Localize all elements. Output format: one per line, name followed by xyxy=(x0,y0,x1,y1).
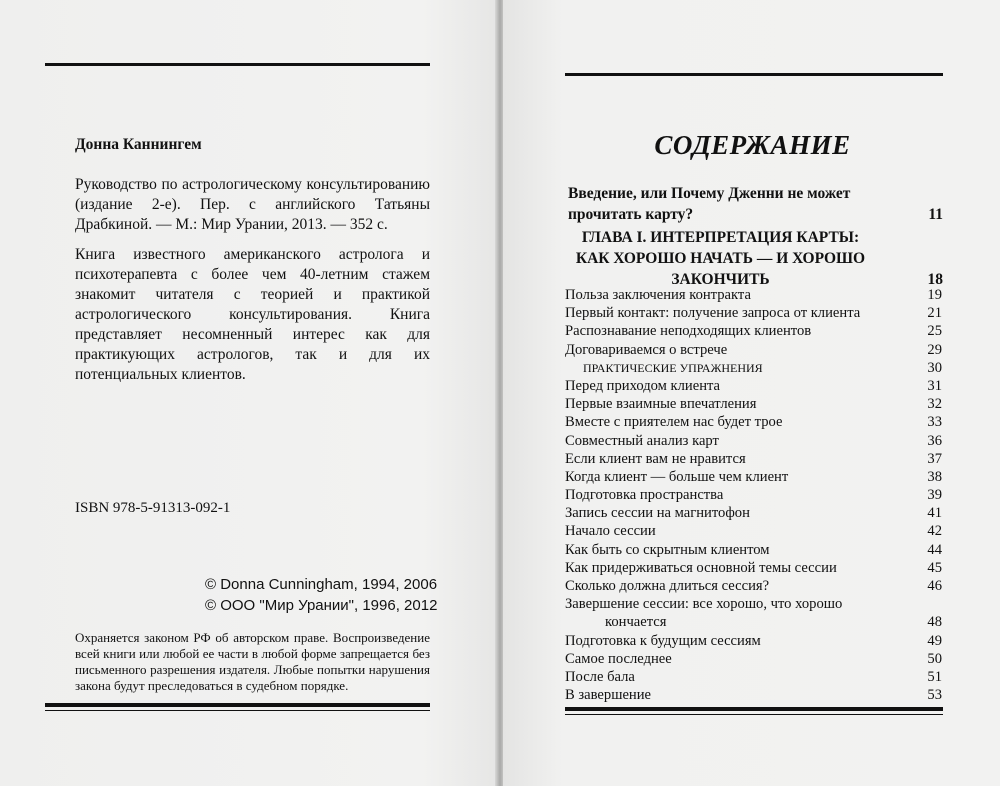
bibliographic-record: Руководство по астрологическому консультированию (издание 2-е). Пер. с английского Татьяны Драбкиной. — М.: Мир Урании, 2013. — 352 с. xyxy=(75,176,430,233)
left-top-rule xyxy=(45,63,430,66)
author-name: Донна Каннингем xyxy=(75,136,202,153)
toc-row-page: 50 xyxy=(927,650,942,667)
copyright-publisher: © ООО "Мир Урании", 1996, 2012 xyxy=(205,597,438,614)
toc-chapter-1-page: 18 xyxy=(927,271,943,288)
book-annotation: Книга известного американского астролога и психотерапевта с более чем 40-летним стажем знакомит читателя с теорией и практикой астрологического консультирования. Книга представляет несомненный интерес как для практикующих астрологов, так и для их потенциальных клиентов. xyxy=(75,246,430,383)
toc-row xyxy=(565,450,942,468)
toc-row-title: В завершение xyxy=(565,687,652,704)
toc-row xyxy=(565,359,942,377)
toc-row-title: Подготовка пространства xyxy=(565,487,724,504)
toc-row-title: Распознавание неподходящих клиентов xyxy=(565,323,812,340)
toc-row-page: 44 xyxy=(927,541,942,558)
toc-row xyxy=(565,668,942,686)
toc-list xyxy=(565,286,942,704)
toc-intro-page: 11 xyxy=(928,206,943,223)
toc-intro-title: Введение, или Почему Дженни не может прочитать карту? xyxy=(568,185,851,223)
toc-row xyxy=(565,632,942,650)
right-top-rule xyxy=(565,73,943,76)
toc-row-title: Когда клиент — больше чем клиент xyxy=(565,468,789,485)
toc-row-title: После бала xyxy=(565,668,635,685)
toc-row-page: 29 xyxy=(927,341,942,358)
copyright-author: © Donna Cunningham, 1994, 2006 xyxy=(205,576,438,593)
toc-row-title: кончается xyxy=(605,614,667,631)
toc-row xyxy=(565,468,942,486)
toc-row xyxy=(565,322,942,340)
toc-row-page: 46 xyxy=(927,578,942,594)
toc-row xyxy=(565,341,942,359)
toc-row-page: 53 xyxy=(927,687,942,704)
toc-row xyxy=(565,413,942,431)
toc-row-title: Как быть со скрытным клиентом xyxy=(565,541,770,558)
toc-row xyxy=(565,286,942,304)
toc-row-page: 31 xyxy=(927,377,942,394)
toc-row-page: 48 xyxy=(927,614,942,631)
toc-row-page: 45 xyxy=(927,559,942,576)
isbn: ISBN 978-5-91313-092-1 xyxy=(75,500,231,516)
toc-row-page: 36 xyxy=(927,432,942,449)
toc-row-page: 41 xyxy=(927,505,942,522)
toc-row-title: Как придерживаться основной темы сессии xyxy=(565,559,837,576)
toc-intro-entry xyxy=(568,183,943,225)
toc-row xyxy=(565,541,942,559)
toc-row-title: Подготовка к будущим сессиям xyxy=(565,632,761,649)
toc-row-title: Самое последнее xyxy=(565,650,672,667)
toc-chapter-1-entry xyxy=(568,227,943,290)
toc-row-title: Первые взаимные впечатления xyxy=(565,396,757,413)
toc-row-page: 25 xyxy=(927,323,942,340)
toc-row xyxy=(565,613,942,631)
copyright-law-notice: Охраняется законом РФ об авторском праве. Воспроизведение всей книги или любой ее части в любой форме запрещается без письменного разрешения издателя. Любые попытки нарушения закона будут преследоваться в судебном порядке. xyxy=(75,630,430,693)
toc-row-title: Вместе с приятелем нас будет трое xyxy=(565,414,783,431)
toc-row xyxy=(565,650,942,668)
toc-row-page: 49 xyxy=(927,632,942,649)
toc-row-title: Завершение сессии: все хорошо, что хорошо xyxy=(565,596,843,613)
toc-row-title: Запись сессии на магнитофон xyxy=(565,505,750,522)
left-bottom-rule xyxy=(45,703,430,711)
toc-row-page: 42 xyxy=(927,523,942,540)
toc-row-page: 51 xyxy=(927,668,942,685)
toc-title: СОДЕРЖАНИЕ xyxy=(654,130,851,160)
toc-row xyxy=(565,504,942,522)
toc-row xyxy=(565,432,942,450)
toc-row-page: 39 xyxy=(927,487,942,504)
toc-chapter-1-title: ГЛАВА I. ИНТЕРПРЕТАЦИЯ КАРТЫ: КАК ХОРОШО НАЧАТЬ — И ХОРОШО ЗАКОНЧИТЬ xyxy=(575,229,866,288)
toc-row xyxy=(565,395,942,413)
toc-row xyxy=(565,304,942,322)
toc-row-title: Начало сессии xyxy=(565,523,656,540)
toc-row xyxy=(565,686,942,704)
left-page xyxy=(0,0,497,786)
toc-row-page: 30 xyxy=(927,359,942,376)
toc-row-title: ПРАКТИЧЕСКИЕ УПРАЖНЕНИЯ xyxy=(583,360,763,375)
toc-row-page: 33 xyxy=(927,414,942,431)
toc-row xyxy=(565,522,942,540)
toc-row xyxy=(565,486,942,504)
toc-row-title: Договариваемся о встрече xyxy=(565,341,728,358)
right-bottom-rule xyxy=(565,707,943,715)
toc-row-page: 38 xyxy=(927,468,942,485)
toc-row-page: 37 xyxy=(927,450,942,467)
toc-row-title: Польза заключения контракта xyxy=(565,287,751,303)
toc-row xyxy=(565,595,942,613)
toc-row-page: 32 xyxy=(927,396,942,413)
toc-row xyxy=(565,377,942,395)
toc-row-title: Перед приходом клиента xyxy=(565,377,721,394)
toc-row-page: 21 xyxy=(927,305,942,322)
toc-row-title: Сколько должна длиться сессия? xyxy=(565,578,770,594)
toc-row xyxy=(565,577,942,595)
toc-row-page: 19 xyxy=(927,287,942,303)
toc-row-title: Первый контакт: получение запроса от клиента xyxy=(565,305,861,322)
toc-row-title: Совместный анализ карт xyxy=(565,432,719,449)
toc-row xyxy=(565,559,942,577)
toc-row-title: Если клиент вам не нравится xyxy=(565,450,746,467)
